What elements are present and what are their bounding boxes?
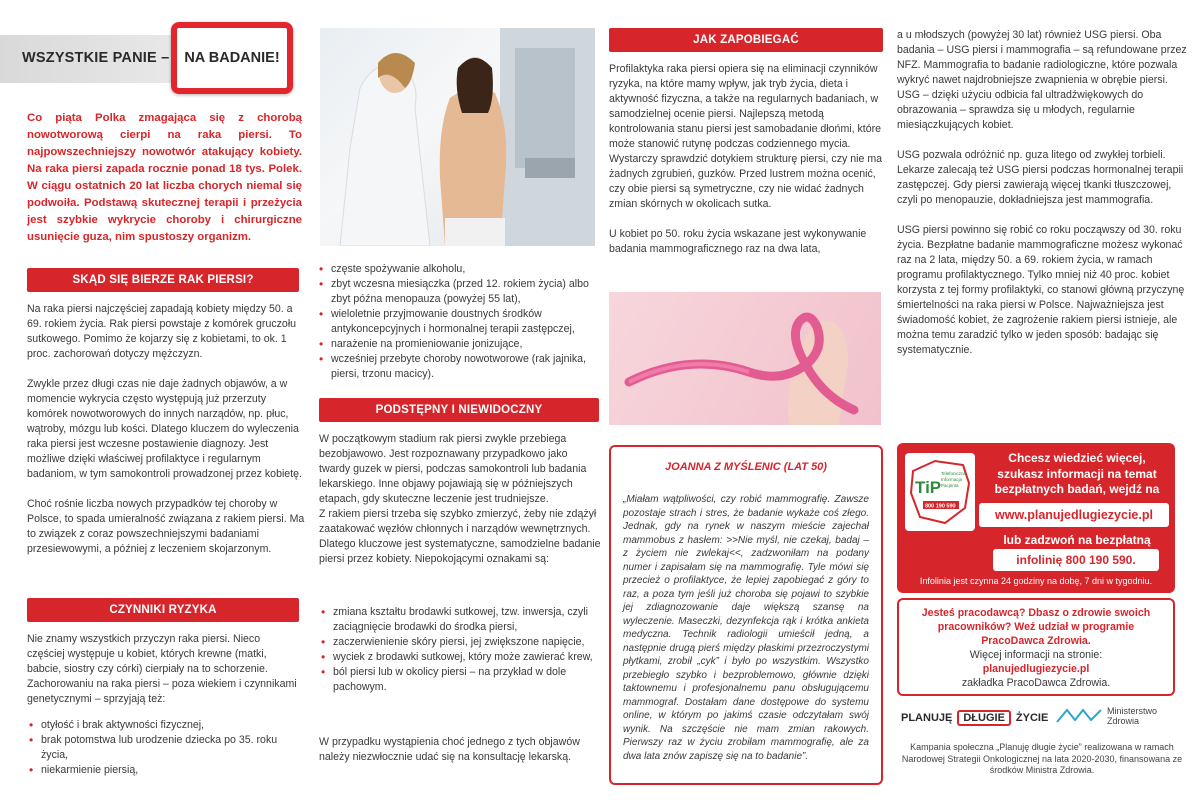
risk-list bbox=[27, 718, 299, 778]
section-heading-hidden: PODSTĘPNY I NIEWIDOCZNY bbox=[319, 398, 599, 422]
section-heading-prevention: JAK ZAPOBIEGAĆ bbox=[609, 28, 883, 52]
lead-paragraph: Co piąta Polka zmagająca się z chorobą nowotworową cierpi na raka piersi. To najpowszechniejszy nowotwór atakujący kobiety. Na raka piersi zapada rocznie ponad 18 tys. Polek. W ciągu ostatnich 20 lat liczba chorych niemal się podwoiła. Podstawą skutecznej terapii i przeżycia jest szybkie wykrycie choroby i chirurgiczne usunięcie guza, nim spustoszy organizm. bbox=[27, 112, 302, 243]
symptom-list bbox=[319, 605, 599, 695]
mammography-illustration bbox=[320, 28, 595, 246]
ministry-line: Ministerstwo bbox=[1107, 706, 1158, 716]
paragraph: a u młodszych (powyżej 30 lat) również USG piersi. Oba badania – USG piersi i mammografia – są refundowane przez NFZ. Mammografia to badanie radiologiczne, które pozwala wykryć nawet najdrobniejsze zwapnienia w obrębie piersi. USG – dzięki użyciu odbicia fal ultradźwiękowych do obrazowania – sprawdza się u młodych, regularnie miesiączkujących kobiet. bbox=[897, 29, 1187, 131]
footer-note: Kampania społeczna „Planuję długie życie” realizowana w ramach Narodowej Strategii Onkologicznej na lata 2020-2030, finansowana ze środków Ministra Zdrowia. bbox=[901, 742, 1183, 775]
list-item: • narażenie na promieniowanie jonizujące, bbox=[317, 337, 602, 352]
brand-word: PLANUJĘ bbox=[901, 712, 953, 724]
employer-link[interactable]: planujedlugiezycie.pl bbox=[982, 663, 1090, 675]
tip-logo-mark: TiP bbox=[915, 478, 942, 497]
poland-map-icon bbox=[905, 453, 975, 531]
column-3 bbox=[607, 0, 897, 800]
paragraph: Choć rośnie liczba nowych przypadków tej choroby w Polsce, to spada umieralność związana z rakiem piersi. Ma to związek z coraz powszechniejszymi badaniami przesiewowymi, a później z leczeniem skojarzonym. bbox=[27, 498, 305, 555]
section-hidden-body bbox=[319, 432, 601, 582]
info-url-link[interactable]: www.planujedlugiezycie.pl bbox=[979, 503, 1169, 527]
risk-list-continued bbox=[317, 262, 602, 382]
paragraph: USG pozwala odróżnić np. guza litego od zwykłej torbieli. Lekarze zalecają też USG piersi podczas hormonalnej terapii zastępczej. Gdy piersi zawierają więcej tkanki tłuszczowej, czyli po menopauzie, dokładniejsza jest mammografia. bbox=[897, 149, 1184, 206]
tip-logo bbox=[905, 453, 975, 531]
ministry-logo bbox=[1055, 706, 1157, 726]
tip-logo-line: Pacjenta bbox=[941, 483, 959, 488]
employer-tab: zakładka PracoDawca Zdrowia. bbox=[961, 677, 1111, 689]
paragraph: Na raka piersi najczęściej zapadają kobiety między 50. a 69. rokiem życia. Rak piersi powstaje z komórek gruczołu sutkowego. Pomimo że kojarzy się z kobietami, to ok. 1 proc. zachorowań dotyczy mężczyzn. bbox=[27, 303, 297, 360]
tip-logo-line: Telefoniczna bbox=[941, 471, 967, 476]
list-item: • zbyt wczesna miesiączka (przed 12. rokiem życia) albo zbyt późna menopauza (powyżej 55 lat), bbox=[317, 277, 602, 307]
info-call-text: lub zadzwoń na bezpłatną bbox=[1003, 533, 1151, 547]
paragraph: Zwykle przez długi czas nie daje żadnych objawów, a w momencie wykrycia często występują już przerzuty komórek nowotworowych do innych narządów, np. płuc, wątroby, mózgu lub kości. Dlatego kluczem do wyleczenia raka piersi jest wczesne postawienie diagnozy. Jest możliwe dzięki właściwej profilaktyce i regularnym badaniom, w tym samokontroli prowadzonej przez kobietę. bbox=[27, 378, 302, 480]
section-heading-risk: CZYNNIKI RYZYKA bbox=[27, 598, 299, 622]
paragraph: Profilaktyka raka piersi opiera się na eliminacji czynników ryzyka, na które mamy wpływ, jak tryb życia, dieta i aktywność fizyczna, a także na regularnych badaniach, w samodzielnej ocenie piersi. Najlepszą metodą kontrolowania stanu piersi jest samobadanie dłońmi, które może stanowić rutynę podczas codziennego mycia. Wystarczy sprawdzić dotykiem strukturę piersi, czy nie ma żadnych zgrubień, guzków. Przed lustrem można ocenić, czy obie piersi są symetryczne, czy nie widać żadnych zmian skórnych w okolicach sutka. bbox=[609, 63, 883, 210]
paragraph: Z rakiem piersi trzeba się szybko zmierzyć, żeby nie zdążył zaatakować węzłów chłonnych i narządów wewnętrznych. Dlatego kluczowe jest systematyczne, samodzielne badanie piersi przez kobiety. Niepokojącymi oznakami są: bbox=[319, 508, 601, 565]
ministry-wave-icon bbox=[1055, 706, 1103, 726]
ministry-line: Zdrowia bbox=[1107, 716, 1140, 726]
paragraph: W początkowym stadium rak piersi zwykle przebiega bezobjawowo. Jest rozpoznawany przypadkowo jako twardy guzek w piersi, podczas samokontroli lub badania lekarskiego. Inne objawy pojawiają się w późniejszych etapach, gdy skuteczne leczenie jest trudniejsze. bbox=[319, 433, 587, 505]
footer-logos bbox=[897, 706, 1187, 732]
list-item: • wyciek z brodawki sutkowej, który może zawierać krew, bbox=[319, 650, 599, 665]
pink-ribbon-icon bbox=[609, 292, 881, 425]
column-1 bbox=[0, 0, 315, 800]
list-item: • niekarmienie piersią, bbox=[27, 763, 299, 778]
campaign-logo bbox=[901, 710, 1048, 726]
list-item: • zaczerwienienie skóry piersi, jej zwiększone napięcie, bbox=[319, 635, 599, 650]
tip-logo-phone: 800 190 590 bbox=[925, 503, 956, 510]
info-phone-number[interactable]: infolinię 800 190 590. bbox=[993, 549, 1159, 571]
ultrasound-body bbox=[897, 28, 1189, 373]
list-item: • częste spożywanie alkoholu, bbox=[317, 262, 602, 277]
section-causes-body bbox=[27, 302, 305, 572]
info-box bbox=[897, 443, 1175, 593]
list-item: • ból piersi lub w okolicy piersi – na przykład w dole pachowym. bbox=[319, 665, 599, 695]
tip-logo-line: Informacja bbox=[941, 477, 963, 482]
column-4 bbox=[897, 0, 1199, 800]
testimonial-title: JOANNA Z MYŚLENIC (LAT 50) bbox=[665, 461, 827, 473]
list-item: • wieloletnie przyjmowanie doustnych środków antykoncepcyjnych i hormonalnej terapii zastępczej, bbox=[317, 307, 602, 337]
section-hidden-closing: W przypadku wystąpienia choć jednego z tych objawów należy niezwłocznie udać się na konsultację lekarską. bbox=[319, 736, 580, 763]
section-heading-causes: SKĄD SIĘ BIERZE RAK PIERSI? bbox=[27, 268, 299, 292]
list-item: • brak potomstwa lub urodzenie dziecka po 35. roku życia, bbox=[27, 733, 299, 763]
testimonial-box bbox=[609, 445, 883, 785]
employer-heading: Jesteś pracodawcą? Dbasz o zdrowie swoich pracowników? Weź udział w programie PracoDawca Zdrowia. bbox=[921, 607, 1151, 647]
section-risk-body: Nie znamy wszystkich przyczyn raka piersi. Nieco częściej występuje u kobiet, których krewne (matki, babcie, siostry czy córki) cierpiały na to schorzenie. Zachorowaniu na raka piersi – poza wiekiem i czynnikami genetycznymi – sprzyjają też: bbox=[27, 633, 297, 705]
page-title-boxed: NA BADANIE! bbox=[171, 22, 293, 94]
testimonial-body: „Miałam wątpliwości, czy robić mammografię. Zawsze pozostaje strach i stres, że badanie wykaże coś złego. Jednak, gdy na rynek w naszym mieście zajechał mammobus z hasłem: >>Nie myśl, nie czekaj, badaj – z życiem nie zwlekaj<<, zadzwoniłam na podany numer i zapisałam się na mammografię. Tyle mówi się przecież o profilaktyce, że lepiej zapobiegać z góry to raz, a poza tym jeśli już choroba się pojawi to szybkie jej zdiagnozowanie daje większą szansę na wyleczenie. Maseczki, dezynfekcja rąk i krótka ankieta medyczna. Technik radiologii umieścił jedną, a następnie drugą pierś między płaskimi przezroczystymi płytkami, zrobił „cyk” i było po wszystkim. Wszystko przebiegło szybko i bezproblemowo, głównie dzięki taktownemu i profesjonalnemu panu obsługującemu mammograf. Dostałam dane dostępowe do systemu online, w którym po jakimś czasie odczytałam swój wynik. Na szczęście nie mam zmian rakowych. Pierwszy raz w życiu zrobiłam mammografię, ale za dwa lata znów zapiszę się na to badanie”. bbox=[623, 494, 869, 762]
brand-word-boxed: DŁUGIE bbox=[957, 710, 1011, 726]
pink-ribbon-photo bbox=[609, 292, 881, 425]
brand-word: ŻYCIE bbox=[1015, 712, 1049, 724]
list-item: • zmiana kształtu brodawki sutkowej, tzw. inwersja, czyli zaciągnięcie brodawki do środka piersi, bbox=[319, 605, 599, 635]
section-prevention-body bbox=[609, 62, 887, 272]
list-item: • wcześniej przebyte choroby nowotworowe (rak jajnika, piersi, trzonu macicy). bbox=[317, 352, 602, 382]
paragraph: U kobiet po 50. roku życia wskazane jest wykonywanie badania mammograficznego raz na dwa lata, bbox=[609, 228, 867, 255]
page-title-left: WSZYSTKIE PANIE – bbox=[22, 50, 170, 66]
column-2 bbox=[315, 0, 607, 800]
paragraph: USG piersi powinno się robić co roku począwszy od 30. roku życia. Bezpłatne badanie mammograficzne możesz wykonać raz na 2 lata, między 50. a 69. rokiem życia, w ramach programu profilaktycznego. Tylko mniej niż 40 proc. kobiet korzysta z tej formy profilaktyki, co stanowi główną przyczynę śmiertelności na raka piersi w Polsce. Najważniejsza jest świadomość kobiet, że zagrożenie rakiem piersi istnieje, ale można temu zaradzić tylko w jeden sposób: badając się systematycznie. bbox=[897, 224, 1185, 356]
info-hours-note: Infolinia jest czynna 24 godziny na dobę, 7 dni w tygodniu. bbox=[919, 576, 1153, 586]
ministry-name bbox=[1107, 706, 1157, 726]
info-heading: Chcesz wiedzieć więcej, szukasz informacji na temat bezpłatnych badań, wejdź na bbox=[994, 451, 1160, 496]
employer-box bbox=[897, 598, 1175, 696]
list-item: • otyłość i brak aktywności fizycznej, bbox=[27, 718, 299, 733]
doctor-patient-photo bbox=[320, 28, 595, 246]
employer-info: Więcej informacji na stronie: bbox=[969, 649, 1103, 661]
